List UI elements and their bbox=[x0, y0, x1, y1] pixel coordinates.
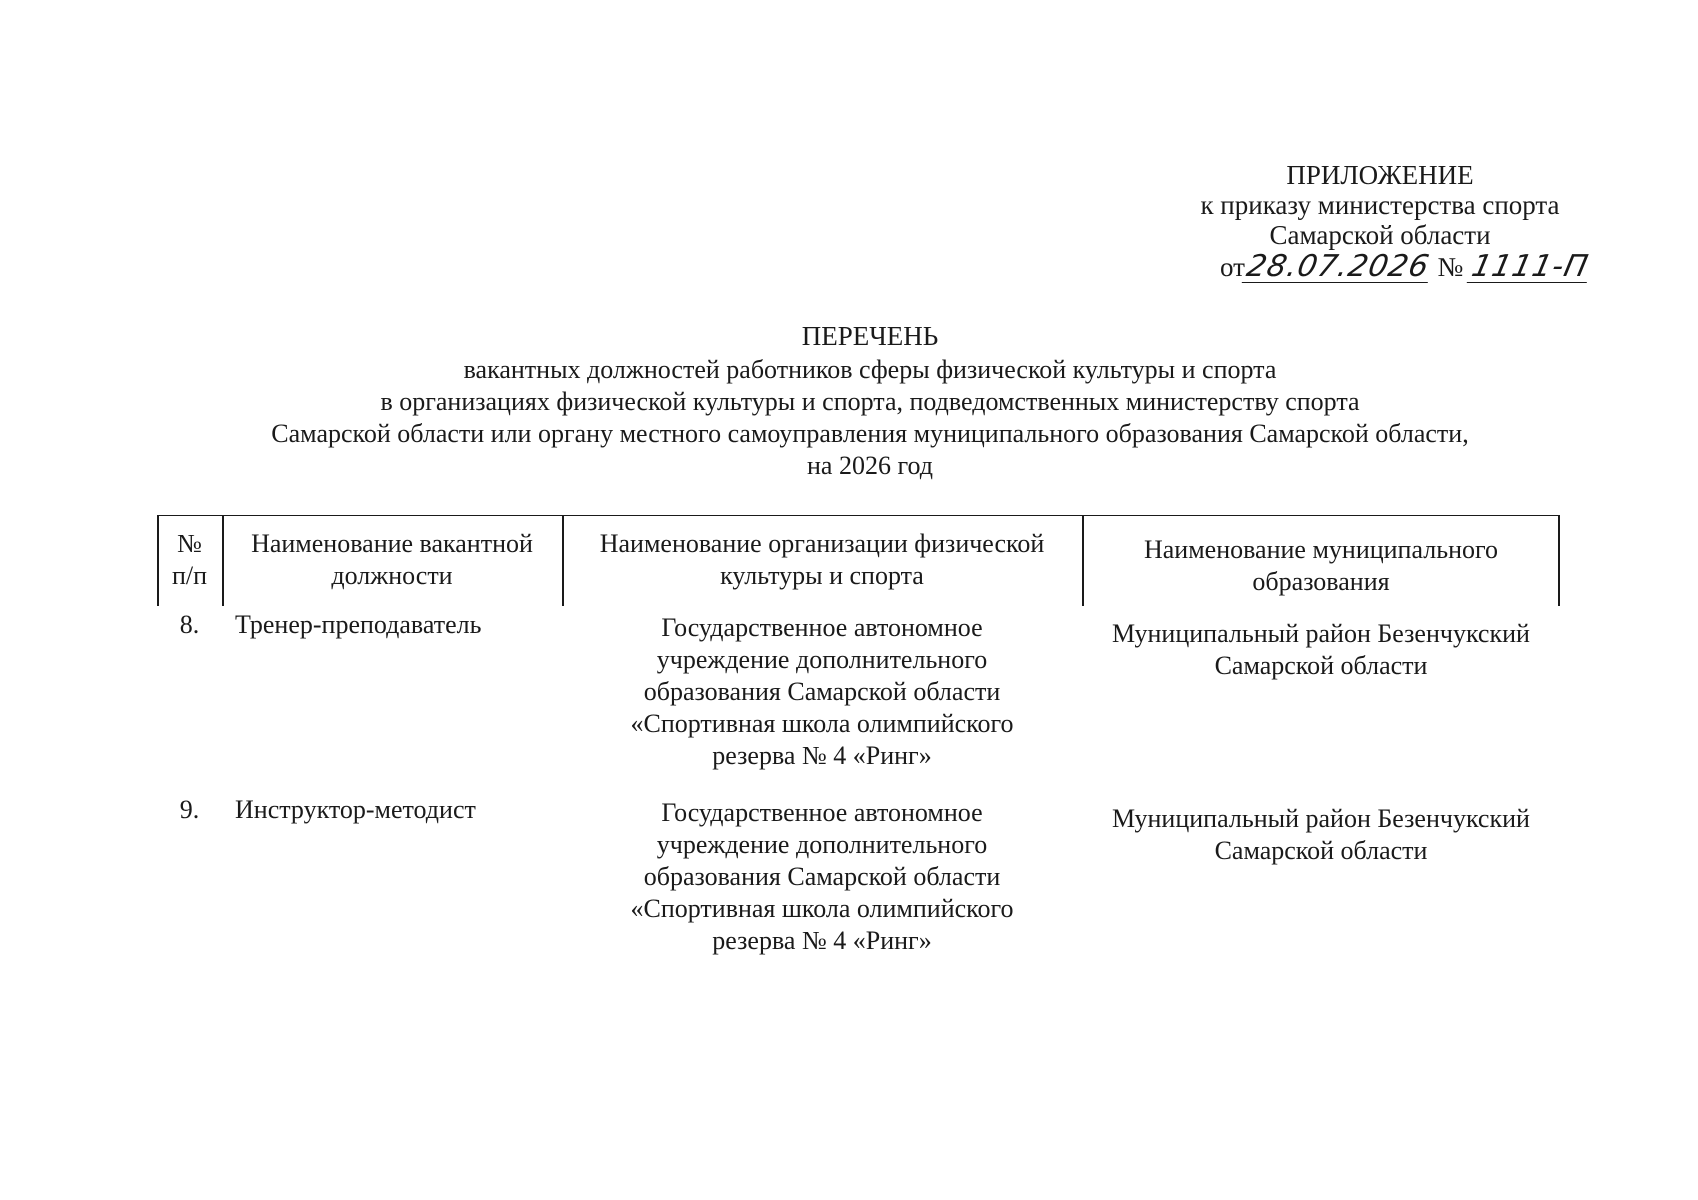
table-header bbox=[157, 515, 1560, 606]
table-row bbox=[157, 791, 1560, 976]
handwritten-number: 1111-П bbox=[1468, 249, 1592, 284]
header-num-line-2: п/п bbox=[171, 561, 208, 590]
header-municipality-line-1: Наименование муниципального bbox=[1143, 535, 1499, 564]
row-position: Тренер-преподаватель bbox=[235, 610, 482, 639]
org-line: учреждение дополнительного bbox=[656, 830, 988, 859]
row-organization bbox=[562, 606, 1082, 772]
header-municipality-line-2: образования bbox=[1252, 567, 1390, 596]
row-number: 8. bbox=[179, 610, 200, 639]
row-number: 9. bbox=[179, 795, 200, 824]
mun-line: Муниципальный район Безенчукский bbox=[1112, 804, 1530, 833]
org-line: Государственное автономное bbox=[661, 798, 983, 827]
row-municipality bbox=[1082, 791, 1560, 867]
header-num-line-1: № bbox=[177, 529, 202, 558]
org-line: учреждение дополнительного bbox=[656, 645, 988, 674]
header-position-line-2: должности bbox=[331, 561, 453, 590]
org-line: резерва № 4 «Ринг» bbox=[712, 741, 932, 770]
org-line: «Спортивная школа олимпийского bbox=[630, 709, 1014, 738]
row-municipality bbox=[1082, 606, 1560, 682]
mun-line: Самарской области bbox=[1214, 836, 1428, 865]
org-line: «Спортивная школа олимпийского bbox=[630, 894, 1014, 923]
header-position-line-1: Наименование вакантной bbox=[251, 529, 533, 558]
title-heading: ПЕРЕЧЕНЬ bbox=[801, 321, 939, 351]
header-municipality bbox=[1082, 516, 1560, 606]
org-line: образования Самарской области bbox=[643, 677, 1001, 706]
annex-line-1: к приказу министерства спорта bbox=[1200, 190, 1560, 220]
handwritten-date: 28.07.2026 bbox=[1243, 249, 1433, 284]
number-prefix: № bbox=[1437, 252, 1464, 282]
row-position: Инструктор-методист bbox=[235, 795, 476, 824]
header-position bbox=[222, 516, 562, 606]
document-title bbox=[120, 320, 1620, 482]
mun-line: Самарской области bbox=[1214, 651, 1428, 680]
header-organization-line-1: Наименование организации физической bbox=[599, 529, 1045, 558]
table-row bbox=[157, 606, 1560, 791]
header-organization bbox=[562, 516, 1082, 606]
header-organization-line-2: культуры и спорта bbox=[720, 561, 924, 590]
annex-title: ПРИЛОЖЕНИЕ bbox=[1286, 160, 1474, 190]
title-line-2: в организациях физической культуры и спорта, подведомственных министерству спорта bbox=[380, 387, 1360, 416]
title-line-4: на 2026 год bbox=[807, 451, 933, 480]
title-line-1: вакантных должностей работников сферы физической культуры и спорта bbox=[463, 355, 1277, 384]
org-line: образования Самарской области bbox=[643, 862, 1001, 891]
row-organization bbox=[562, 791, 1082, 957]
mun-line: Муниципальный район Безенчукский bbox=[1112, 619, 1530, 648]
org-line: Государственное автономное bbox=[661, 613, 983, 642]
annex-line-2: Самарской области bbox=[1269, 220, 1491, 250]
header-num bbox=[157, 516, 222, 606]
org-line: резерва № 4 «Ринг» bbox=[712, 926, 932, 955]
vacancy-table bbox=[157, 515, 1560, 976]
annex-block bbox=[1150, 160, 1610, 283]
title-line-3: Самарской области или органу местного самоуправления муниципального образования Самарской области, bbox=[271, 419, 1469, 448]
annex-reference bbox=[1150, 249, 1610, 284]
date-prefix: от bbox=[1220, 252, 1245, 282]
